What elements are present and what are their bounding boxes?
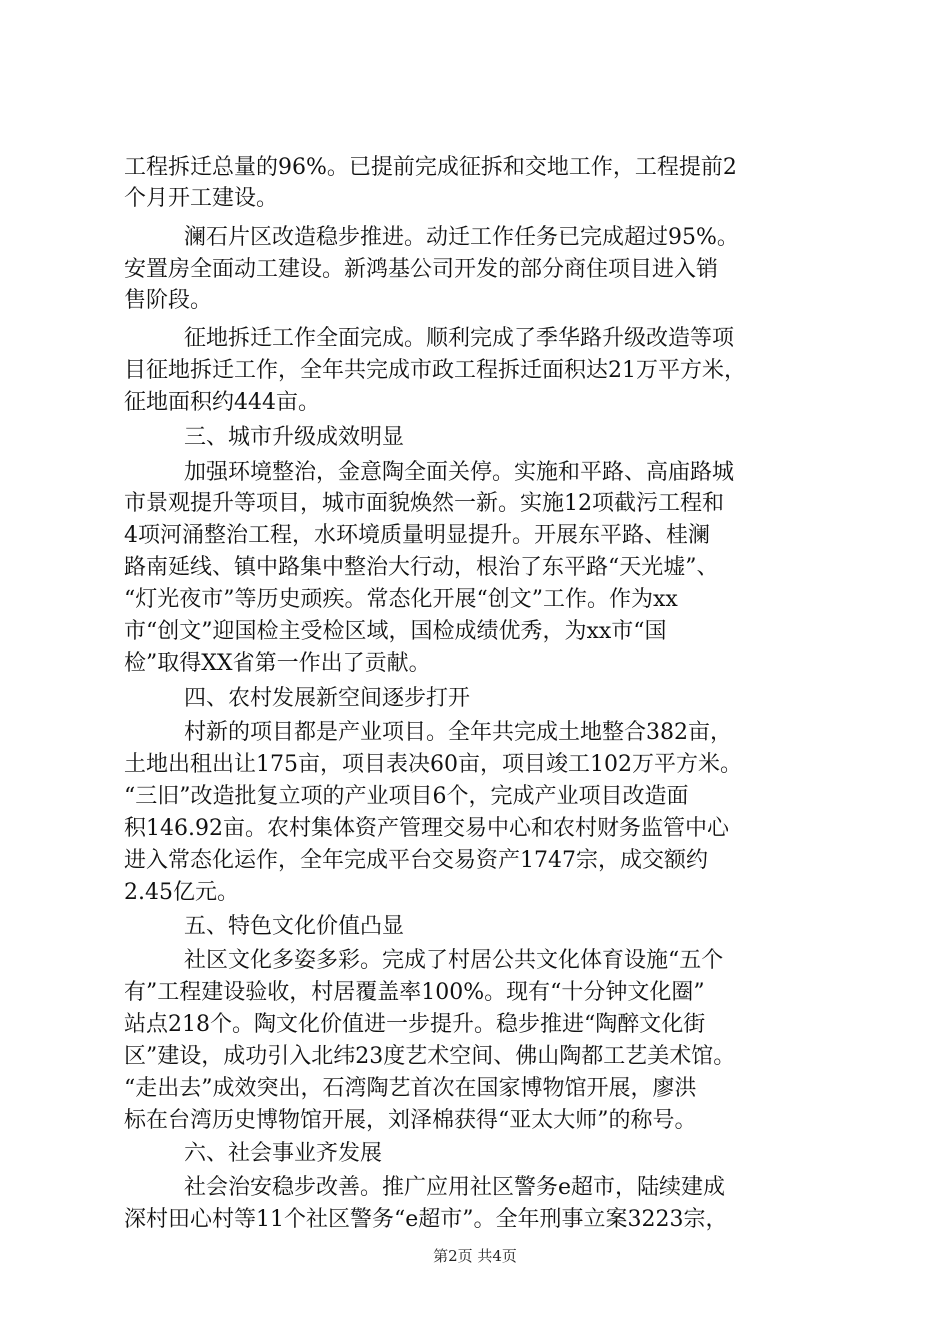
body-line: 征地面积约444亩。 (124, 390, 320, 416)
section-heading-5: 五、特色文化价值凸显 (184, 913, 405, 939)
paragraph-start-line: 村新的项目都是产业项目。全年共完成土地整合382亩， (184, 720, 732, 746)
body-line: 市“创文”迎国检主受检区域，国检成绩优秀，为xx市“国 (124, 619, 667, 644)
body-line: 市景观提升等项目，城市面貌焕然一新。实施12项截污工程和 (124, 491, 724, 517)
body-line: 标在台湾历史博物馆开展，刘泽棉获得“亚太大师”的称号。 (124, 1107, 697, 1133)
body-line: 区”建设，成功引入北纬23度艺术空间、佛山陶都工艺美术馆。 (124, 1043, 736, 1069)
body-line: 进入常态化运作，全年完成平台交易资产1747宗，成交额约 (124, 847, 708, 873)
body-line: 个月开工建设。 (124, 186, 279, 211)
body-line: “三旧”改造批复立项的产业项目6个，完成产业项目改造面 (124, 784, 689, 809)
paragraph-start-line: 加强环境整治，金意陶全面关停。实施和平路、高庙路城 (184, 459, 735, 485)
body-line: “走出去”成效突出，石湾陶艺首次在国家博物馆开展，廖洪 (124, 1075, 697, 1101)
body-line: 目征地拆迁工作，全年共完成市政工程拆迁面积达21万平方米， (124, 358, 746, 384)
body-line: 2.45亿元。 (124, 879, 239, 905)
body-line: 有”工程建设验收，村居覆盖率100%。现有“十分钟文化圈” (124, 980, 705, 1005)
body-line: 积146.92亩。农村集体资产管理交易中心和农村财务监管中心 (124, 815, 729, 841)
body-line: 土地出租出让175亩，项目表决60亩，项目竣工102万平方米。 (124, 752, 742, 778)
paragraph-start-line: 社会治安稳步改善。推广应用社区警务e超市，陆续建成 (184, 1175, 726, 1201)
body-line: 站点218个。陶文化价值进一步提升。稳步推进“陶醉文化街 (124, 1011, 706, 1037)
paragraph-start-line: 社区文化多姿多彩。完成了村居公共文化体育设施“五个 (184, 948, 724, 974)
body-line: 路南延线、镇中路集中整治大行动，根治了东平路“天光墟”、 (124, 555, 719, 581)
section-heading-6: 六、社会事业齐发展 (184, 1140, 383, 1166)
section-heading-4: 四、农村发展新空间逐步打开 (184, 685, 471, 711)
paragraph-start-line: 澜石片区改造稳步推进。动迁工作任务已完成超过95%。 (184, 225, 739, 251)
body-line: 检”取得XX省第一作出了贡献。 (124, 650, 431, 676)
section-heading-3: 三、城市升级成效明显 (184, 424, 405, 450)
body-line: 售阶段。 (124, 288, 213, 314)
body-line: 工程拆迁总量的96%。已提前完成征拆和交地工作，工程提前2 (124, 155, 737, 180)
body-line: 安置房全面动工建设。新鸿基公司开发的部分商住项目进入销 (124, 257, 719, 283)
paragraph-start-line: 征地拆迁工作全面完成。顺利完成了季华路升级改造等项 (184, 326, 735, 352)
body-line: 4项河涌整治工程，水环境质量明显提升。开展东平路、桂澜 (124, 523, 710, 549)
body-line: “灯光夜市”等历史顽疾。常态化开展“创文”工作。作为xx (124, 587, 678, 613)
body-line: 深村田心村等11个社区警务“e超市”。全年刑事立案3223宗， (124, 1207, 728, 1232)
page-number-footer: 第2页 共4页 (433, 1247, 517, 1265)
